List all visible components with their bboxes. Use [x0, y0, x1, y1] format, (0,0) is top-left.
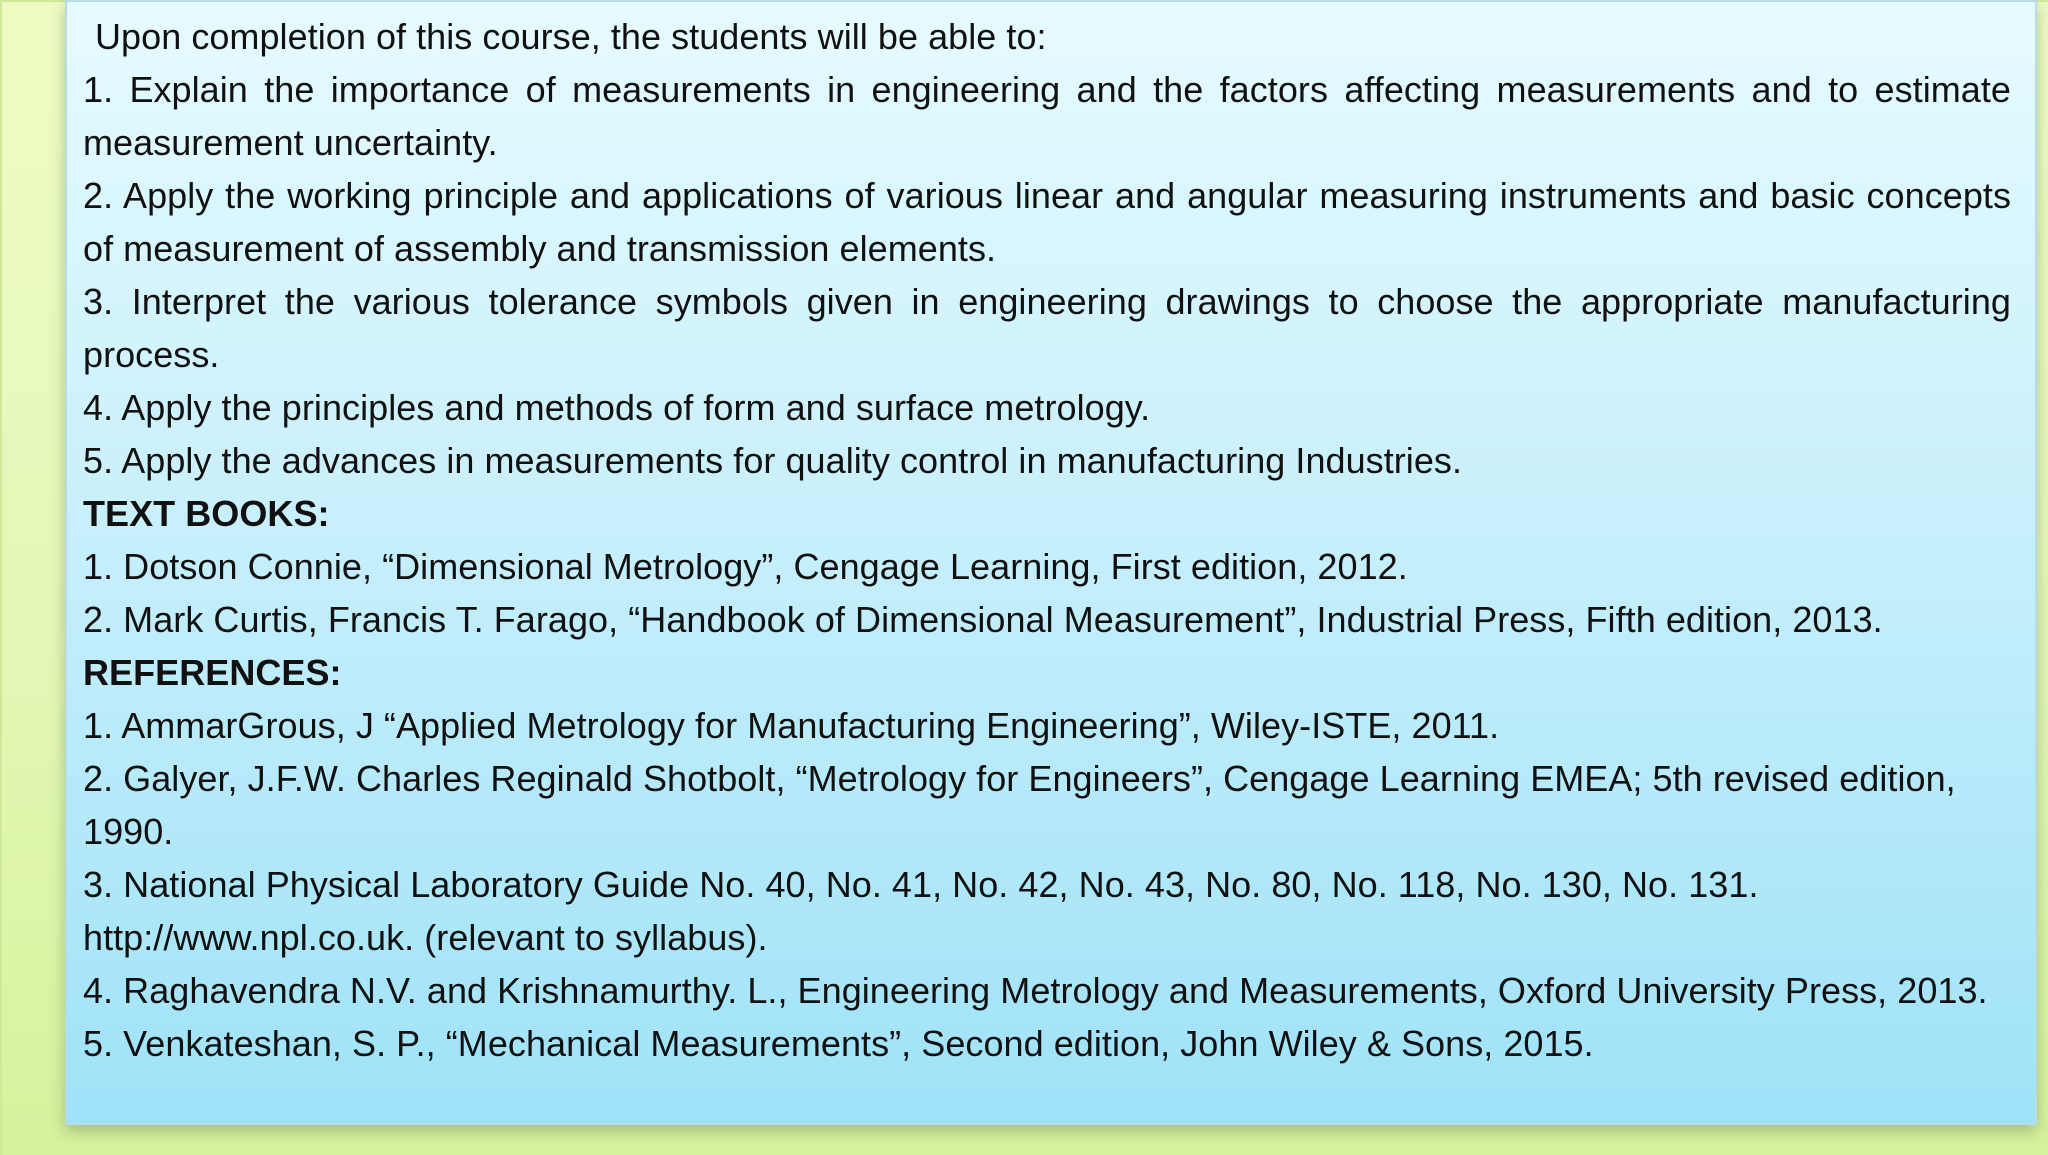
course-outcomes-intro: Upon completion of this course, the students will be able to: — [95, 16, 1047, 57]
outcome-item: 2. Apply the working principle and applications of various linear and angular measuring instruments and basic concepts of measurement of assembly and transmission elements. — [83, 175, 2011, 269]
reference-item: 4. Raghavendra N.V. and Krishnamurthy. L., Engineering Metrology and Measurements, Oxford University Press, 2013. — [83, 970, 1988, 1011]
outcome-item: 3. Interpret the various tolerance symbols given in engineering drawings to choose the appropriate manufacturing process. — [83, 281, 2011, 375]
textbook-item: 2. Mark Curtis, Francis T. Farago, “Handbook of Dimensional Measurement”, Industrial Press, Fifth edition, 2013. — [83, 599, 1883, 640]
outcome-item: 5. Apply the advances in measurements for quality control in manufacturing Industries. — [83, 440, 1463, 481]
textbooks-heading: TEXT BOOKS: — [83, 493, 330, 534]
reference-item: 2. Galyer, J.F.W. Charles Reginald Shotbolt, “Metrology for Engineers”, Cengage Learning EMEA; 5th revised edition, 1990. — [83, 758, 1956, 852]
textbook-item: 1. Dotson Connie, “Dimensional Metrology”, Cengage Learning, First edition, 2012. — [83, 546, 1408, 587]
reference-item: 5. Venkateshan, S. P., “Mechanical Measurements”, Second edition, John Wiley & Sons, 2015. — [83, 1023, 1594, 1064]
reference-item: 3. National Physical Laboratory Guide No. 40, No. 41, No. 42, No. 43, No. 80, No. 118, No. 130, No. 131. http://www.npl.co.uk. (relevant to syllabus). — [83, 864, 1759, 958]
references-heading: REFERENCES: — [83, 652, 342, 693]
reference-item: 1. AmmarGrous, J “Applied Metrology for Manufacturing Engineering”, Wiley-ISTE, 2011. — [83, 705, 1500, 746]
outcome-item: 1. Explain the importance of measurements in engineering and the factors affecting measurements and to estimate measurement uncertainty. — [83, 69, 2011, 163]
slide-content-box — [65, 0, 2037, 1125]
outcome-item: 4. Apply the principles and methods of form and surface metrology. — [83, 387, 1151, 428]
